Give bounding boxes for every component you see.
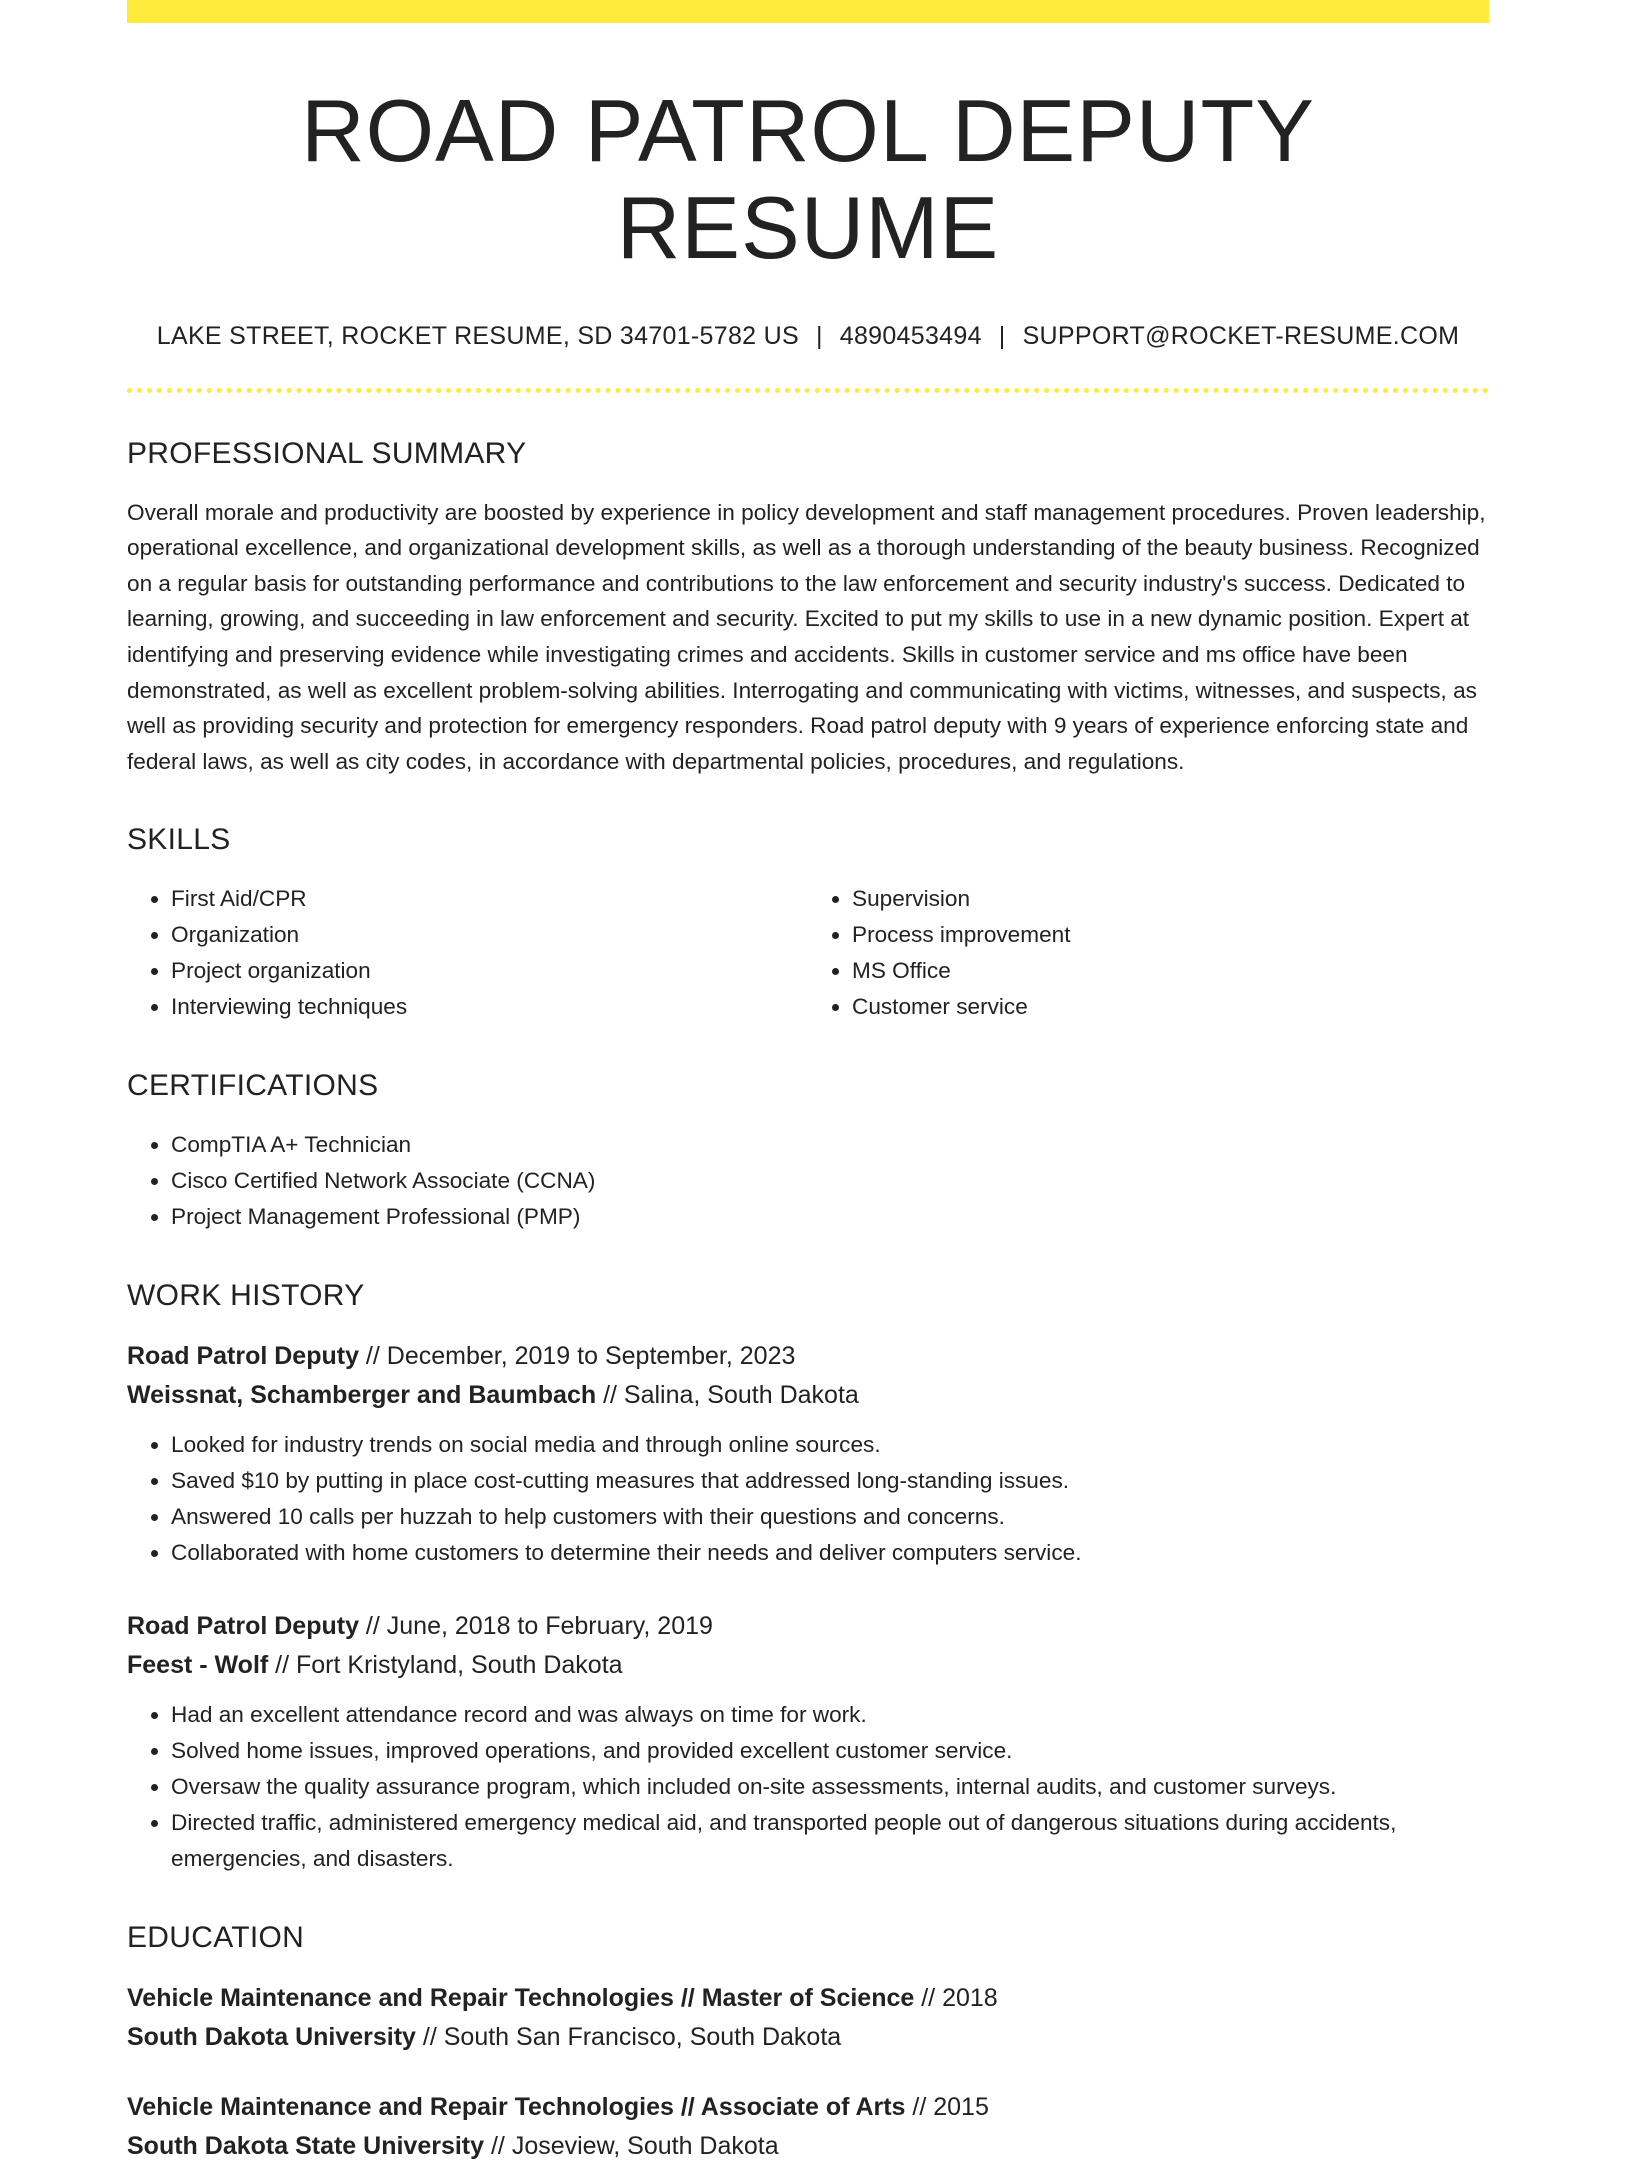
education-degree: Vehicle Maintenance and Repair Technologies // Associate of Arts xyxy=(127,2093,906,2122)
skill-item: • Process improvement xyxy=(852,917,1489,953)
job-company-line xyxy=(127,1376,1489,1415)
job-bullet: • Had an excellent attendance record and was always on time for work. xyxy=(171,1697,1489,1733)
education-school-line xyxy=(127,2127,1489,2166)
section-title-work-history: WORK HISTORY xyxy=(127,1279,365,1313)
section-title-summary: PROFESSIONAL SUMMARY xyxy=(127,436,527,470)
job-location: // Salina, South Dakota xyxy=(596,1381,859,1410)
job-dates: // December, 2019 to September, 2023 xyxy=(358,1342,796,1371)
resume-page xyxy=(127,0,1489,2166)
job-company-line xyxy=(127,1646,1489,1685)
job-role: Road Patrol Deputy xyxy=(127,1612,359,1641)
skill-item: • MS Office xyxy=(852,953,1489,989)
education-school: South Dakota State University xyxy=(127,2132,485,2161)
skill-item: • Project organization xyxy=(171,953,808,989)
education-degree: Vehicle Maintenance and Repair Technologies // Master of Science xyxy=(127,1984,915,2013)
education-entry xyxy=(127,2088,1489,2166)
skill-item: • Supervision xyxy=(852,881,1489,917)
section-title-education: EDUCATION xyxy=(127,1921,305,1955)
certifications-list xyxy=(127,1127,1489,1235)
certification-item: • Cisco Certified Network Associate (CCNA) xyxy=(171,1163,1489,1199)
job-bullet: • Looked for industry trends on social media and through online sources. xyxy=(171,1427,1489,1463)
contact-separator: | xyxy=(815,321,823,350)
resume-title: ROAD PATROL DEPUTY RESUME xyxy=(301,81,1315,277)
job-bullet: • Answered 10 calls per huzzah to help customers with their questions and concerns. xyxy=(171,1499,1489,1535)
education-location: // South San Francisco, South Dakota xyxy=(415,2023,842,2052)
job-bullet: • Directed traffic, administered emergency medical aid, and transported people out of dangerous situations during accidents, emergencies, and disasters. xyxy=(171,1805,1489,1877)
skills-list-right xyxy=(808,881,1489,1025)
section-title-certifications: CERTIFICATIONS xyxy=(127,1069,379,1103)
education-school: South Dakota University xyxy=(127,2023,416,2052)
job-bullet: • Collaborated with home customers to determine their needs and deliver computers service. xyxy=(171,1535,1489,1571)
certification-item: • Project Management Professional (PMP) xyxy=(171,1199,1489,1235)
job-bullet: • Solved home issues, improved operations, and provided excellent customer service. xyxy=(171,1733,1489,1769)
job-role-line xyxy=(127,1337,1489,1376)
skill-item: • First Aid/CPR xyxy=(171,881,808,917)
skill-item: • Customer service xyxy=(852,989,1489,1025)
education-degree-line xyxy=(127,2088,1489,2127)
education-location: // Joseview, South Dakota xyxy=(484,2132,779,2161)
accent-top-bar xyxy=(127,0,1489,23)
skills-list-left xyxy=(127,881,808,1025)
job-bullet: • Oversaw the quality assurance program, which included on-site assessments, internal audits, and customer surveys. xyxy=(171,1769,1489,1805)
job-entry xyxy=(127,1607,1489,1877)
education-year: // 2015 xyxy=(905,2093,989,2122)
skill-item: • Interviewing techniques xyxy=(171,989,808,1025)
skills-grid xyxy=(127,881,1489,1025)
education-degree-line xyxy=(127,1979,1489,2018)
contact-separator: | xyxy=(998,321,1006,350)
education-entry xyxy=(127,1979,1489,2057)
summary-text: Overall morale and productivity are boosted by experience in policy development and staff management procedures. Proven leadership, operational excellence, and organizational development skills, as well as a thorough understanding of the beauty business. Recognized on a regular basis for outstanding performance and contributions to the law enforcement and security industry's success. Dedicated to learning, growing, and succeeding in law enforcement and security. Excited to put my skills to use in a new dynamic position. Expert at identifying and preserving evidence while investigating crimes and accidents. Skills in customer service and ms office have been demonstrated, as well as excellent problem-solving abilities. Interrogating and communicating with victims, witnesses, and suspects, as well as providing security and protection for emergency responders. Road patrol deputy with 9 years of experience enforcing state and federal laws, as well as city codes, in accordance with departmental policies, procedures, and regulations. xyxy=(127,499,1486,774)
certification-item: • CompTIA A+ Technician xyxy=(171,1127,1489,1163)
contact-address: LAKE STREET, ROCKET RESUME, SD 34701-5782 US xyxy=(156,321,799,350)
job-bullets xyxy=(127,1697,1489,1877)
contact-phone: 4890453494 xyxy=(839,321,982,350)
skill-item: • Organization xyxy=(171,917,808,953)
education-year: // 2018 xyxy=(914,1984,998,2013)
education-school-line xyxy=(127,2018,1489,2057)
job-company: Weissnat, Schamberger and Baumbach xyxy=(127,1381,597,1410)
dotted-divider xyxy=(127,388,1489,393)
job-company: Feest - Wolf xyxy=(127,1651,269,1680)
job-location: // Fort Kristyland, South Dakota xyxy=(268,1651,623,1680)
section-title-skills: SKILLS xyxy=(127,823,231,857)
job-dates: // June, 2018 to February, 2019 xyxy=(358,1612,713,1641)
job-bullets xyxy=(127,1427,1489,1571)
job-bullet: • Saved $10 by putting in place cost-cutting measures that addressed long-standing issues. xyxy=(171,1463,1489,1499)
job-role-line xyxy=(127,1607,1489,1646)
contact-line xyxy=(127,322,1489,351)
job-entry xyxy=(127,1337,1489,1571)
contact-email: SUPPORT@ROCKET-RESUME.COM xyxy=(1022,321,1460,350)
job-role: Road Patrol Deputy xyxy=(127,1342,359,1371)
